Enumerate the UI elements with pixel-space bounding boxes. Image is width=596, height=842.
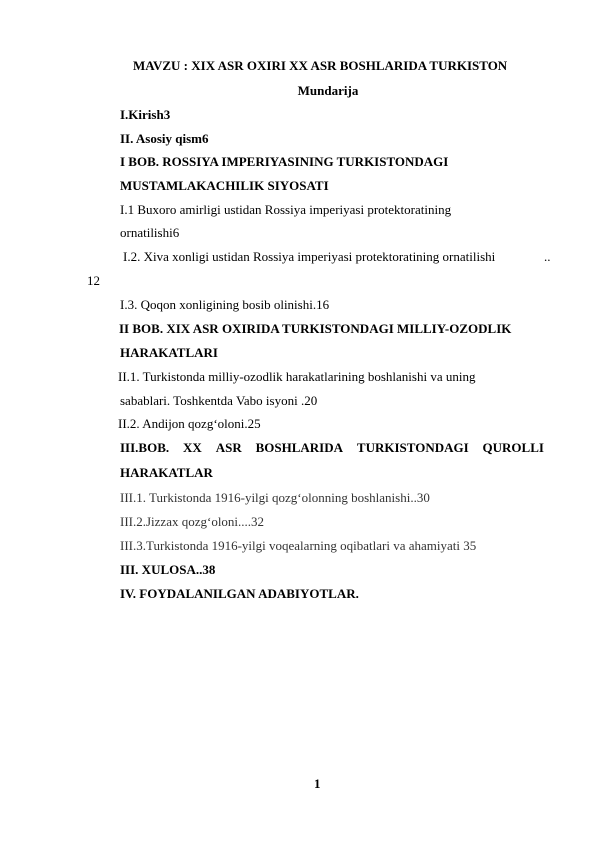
toc-heading: Mundarija	[297, 83, 359, 98]
toc-section-1-1-line-2: ornatilishi6	[120, 225, 180, 240]
page-number: 1	[314, 776, 321, 791]
toc-chapter-3-line-1	[120, 440, 544, 456]
toc-section-2-2: II.2. Andijon qozg‘oloni.25	[118, 416, 261, 431]
toc-chapter-3-word: BOSHLARIDA	[255, 440, 344, 455]
toc-chapter-3-word: XX	[183, 440, 202, 455]
toc-section-1-3: I.3. Qoqon xonligining bosib olinishi.16	[120, 297, 330, 312]
toc-section-1-2-page: 12	[87, 273, 100, 288]
toc-chapter-3-word: ASR	[215, 440, 242, 455]
toc-item-conclusion: III. XULOSA..38	[120, 562, 216, 577]
toc-chapter-3-word: TURKISTONDAGI	[356, 440, 469, 455]
toc-chapter-3-word: III.BOB.	[120, 440, 170, 455]
toc-section-3-2: III.2.Jizzax qozg‘oloni....32	[120, 514, 265, 529]
toc-item-references: IV. FOYDALANILGAN ADABIYOTLAR.	[120, 586, 359, 601]
toc-item-main-part: II. Asosiy qism6	[120, 131, 209, 146]
toc-section-2-1-line-2: sabablari. Toshkentda Vabo isyoni .20	[120, 393, 318, 408]
toc-section-1-2-dots: ..	[544, 249, 551, 264]
toc-chapter-1-line-2: MUSTAMLAKACHILIK SIYOSATI	[120, 178, 329, 193]
document-title: MAVZU : XIX ASR OXIRI XX ASR BOSHLARIDA TURKISTON	[133, 58, 508, 73]
toc-section-1-2-line-1: I.2. Xiva xonligi ustidan Rossiya imperiyasi protektoratining ornatilishi	[123, 249, 496, 264]
toc-chapter-1-line-1: I BOB. ROSSIYA IMPERIYASINING TURKISTONDAGI	[120, 154, 449, 169]
toc-section-3-3: III.3.Turkistonda 1916-yilgi voqealarning oqibatlari va ahamiyati 35	[120, 538, 477, 553]
toc-item-intro: I.Kirish3	[120, 107, 171, 122]
toc-chapter-2-line-2: HARAKATLARI	[120, 345, 218, 360]
toc-section-1-1-line-1: I.1 Buxoro amirligi ustidan Rossiya imperiyasi protektoratining	[120, 202, 452, 217]
toc-section-3-1: III.1. Turkistonda 1916-yilgi qozg‘olonning boshlanishi..30	[120, 490, 430, 505]
toc-chapter-3-word: QUROLLI	[482, 440, 544, 455]
toc-chapter-2-line-1: II BOB. XIX ASR OXIRIDA TURKISTONDAGI MILLIY-OZODLIK	[119, 321, 512, 336]
toc-chapter-3-line-2: HARAKATLAR	[120, 465, 213, 480]
toc-section-2-1-line-1: II.1. Turkistonda milliy-ozodlik harakatlarining boshlanishi va uning	[118, 369, 476, 384]
